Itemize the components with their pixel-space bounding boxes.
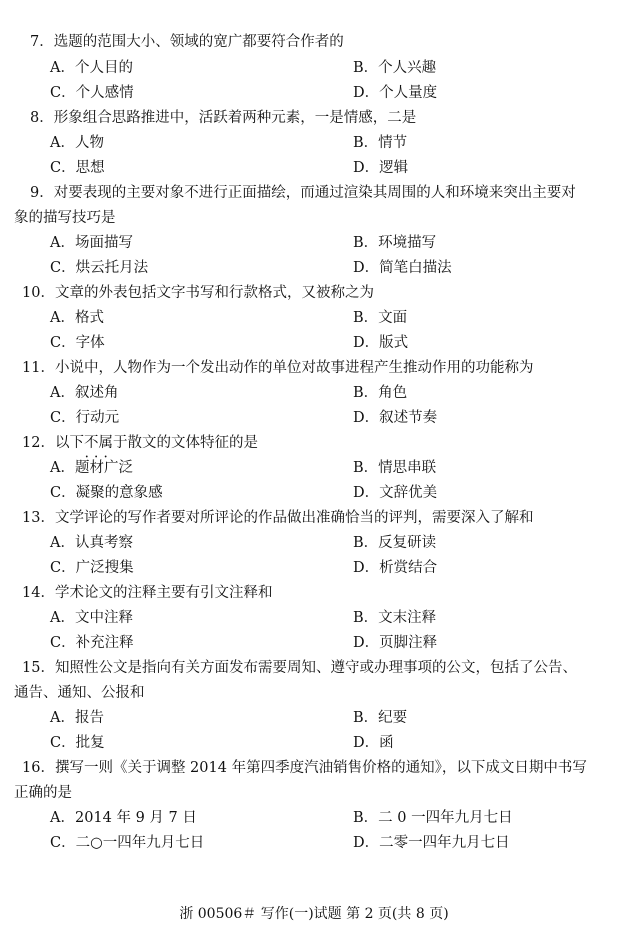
- question-14-option-d: D．页脚注释: [353, 635, 438, 651]
- question-16-option-b: B．二 0 一四年九月七日: [353, 810, 513, 826]
- question-11-option-c: C．行动元: [50, 410, 120, 426]
- question-7-option-a: A．个人目的: [50, 60, 133, 76]
- question-14-option-c: C．补充注释: [50, 635, 134, 651]
- question-16-option-d: D．二零一四年九月七日: [353, 835, 510, 851]
- question-15-option-b: B．纪要: [353, 710, 408, 726]
- question-13-option-d: D．析赏结合: [353, 560, 438, 576]
- question-12-option-a: A．题材广泛: [50, 460, 133, 476]
- question-8-option-d: D．逻辑: [353, 160, 409, 176]
- question-9-stem: 9．对要表现的主要对象不进行正面描绘，而通过渲染其周围的人和环境来突出主要对: [30, 185, 576, 201]
- question-12-emphasis: 不属于 • • •: [84, 435, 128, 451]
- question-16-stem: 16．撰写一则《关于调整 2014 年第四季度汽油销售价格的通知》，以下成文日期中书写: [22, 760, 587, 776]
- question-8-option-b: B．情节: [353, 135, 408, 151]
- question-9-option-d: D．简笔白描法: [353, 260, 452, 276]
- question-15-option-c: C．批复: [50, 735, 105, 751]
- question-15-stem: 15．知照性公文是指向有关方面发布需要周知、遵守或办理事项的公文，包括了公告、: [22, 660, 577, 676]
- question-11-option-d: D．叙述节奏: [353, 410, 438, 426]
- question-11-option-a: A．叙述角: [50, 385, 119, 401]
- question-12-option-b: B．情思串联: [353, 460, 437, 476]
- question-16-option-c: C．二○一四年九月七日: [50, 835, 205, 851]
- question-9-stem-line2: 象的描写技巧是: [14, 210, 116, 226]
- question-8-stem: 8．形象组合思路推进中，活跃着两种元素，一是情感，二是: [30, 110, 417, 126]
- question-15-option-a: A．报告: [50, 710, 104, 726]
- question-14-stem: 14．学术论文的注释主要有引文注释和: [22, 585, 273, 601]
- question-12-option-d: D．文辞优美: [353, 485, 438, 501]
- page-footer: 浙 00506＃ 写作(一)试题 第 2 页(共 8 页): [179, 906, 449, 922]
- question-7-stem: 7．选题的范围大小、领域的宽广都要符合作者的: [30, 34, 344, 50]
- question-10-stem: 10．文章的外表包括文字书写和行款格式，又被称之为: [22, 285, 374, 301]
- question-8-option-a: A．人物: [50, 135, 104, 151]
- question-11-stem: 11．小说中，人物作为一个发出动作的单位对故事进程产生推动作用的功能称为: [22, 360, 534, 376]
- question-10-option-b: B．文面: [353, 310, 408, 326]
- question-8-option-c: C．思想: [50, 160, 105, 176]
- question-10-option-a: A．格式: [50, 310, 104, 326]
- question-13-option-a: A．认真考察: [50, 535, 133, 551]
- question-15-stem-line2: 通告、通知、公报和: [14, 685, 145, 701]
- question-13-option-c: C．广泛搜集: [50, 560, 134, 576]
- question-9-option-b: B．环境描写: [353, 235, 437, 251]
- question-11-option-b: B．角色: [353, 385, 408, 401]
- question-13-stem: 13．文学评论的写作者要对所评论的作品做出准确恰当的评判，需要深入了解和: [22, 510, 534, 526]
- question-7-option-d: D．个人量度: [353, 85, 438, 101]
- question-9-option-c: C．烘云托月法: [50, 260, 149, 276]
- question-15-option-d: D．函: [353, 735, 394, 751]
- question-12-stem: [22, 434, 258, 452]
- question-7-option-c: C．个人感情: [50, 85, 134, 101]
- question-16-stem-line2: 正确的是: [14, 785, 72, 801]
- question-10-option-c: C．字体: [50, 335, 105, 351]
- question-16-option-a: A．2014 年 9 月 7 日: [50, 810, 197, 826]
- question-9-option-a: A．场面描写: [50, 235, 133, 251]
- question-12-stem-prefix: 12．以下: [22, 435, 84, 451]
- question-14-option-a: A．文中注释: [50, 610, 133, 626]
- question-10-option-d: D．版式: [353, 335, 409, 351]
- question-13-option-b: B．反复研读: [353, 535, 437, 551]
- question-12-option-c: C．凝聚的意象感: [50, 485, 163, 501]
- question-7-option-b: B．个人兴趣: [353, 60, 437, 76]
- question-12-stem-suffix: 散文的文体特征的是: [127, 435, 258, 451]
- question-14-option-b: B．文末注释: [353, 610, 437, 626]
